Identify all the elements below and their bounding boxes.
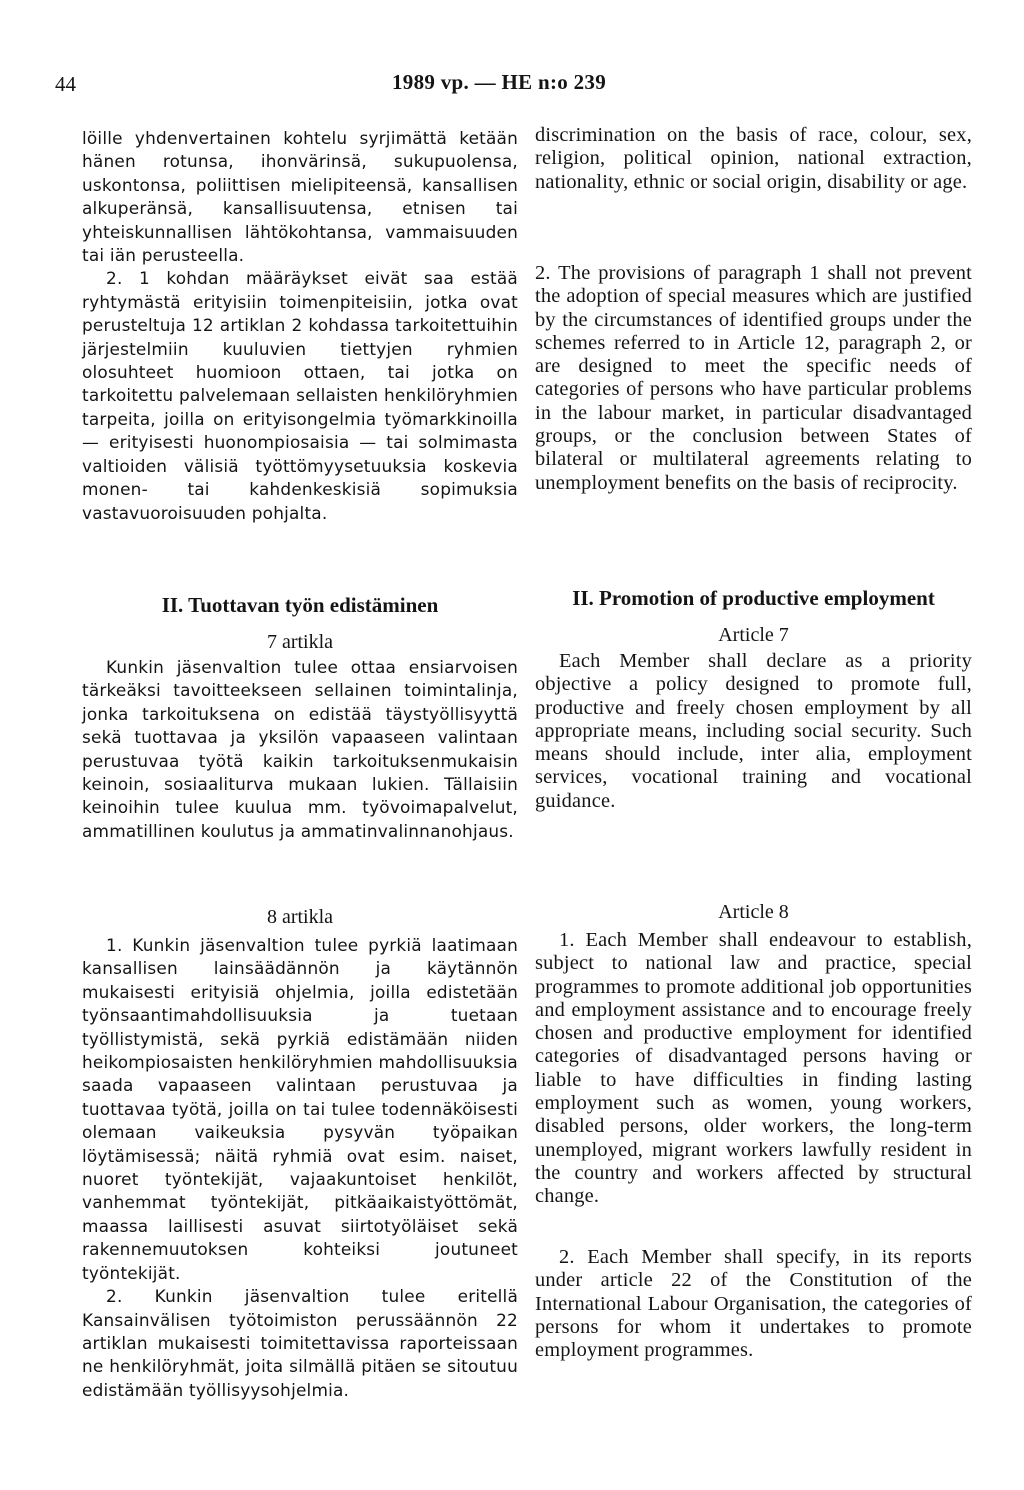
en-article-8-block [535,929,972,1209]
en-article-8-paragraph-2: 2. Each Member shall specify, in its reports under article 22 of the Constitution of the International Labour Organisation, the categories of persons for whom it undertakes to promote employment programmes. [535,1246,972,1362]
fi-article-8-paragraph-1: 1. Kunkin jäsenvaltion tulee pyrkiä laatimaan kansallisen lainsäädännön ja käytännön mukaisesti erityisiä ohjelmia, joilla edistetään työnsaantimahdollisuuksia ja tuetaan työllistymistä, sekä pyrkiä edistämään niiden heikompiosaisten henkilöryhmien mahdollisuuksia saada vapaaseen valintaan perustuvaa ja tuottavaa työtä, joilla on tai tulee todennäköisesti olemaan vaikeuksia pysyvän työpaikan löytämisessä; näitä ryhmiä ovat esim. naiset, nuoret työntekijät, vajaakuntoiset henkilöt, vanhemmat työntekijät, pitkäaikaistyöttömät, maassa laillisesti asuvat siirtotyöläiset sekä rakennemuutoksen kohteiksi joutuneet työntekijät. [82,935,518,1283]
fi-article-7-text: Kunkin jäsenvaltion tulee ottaa ensiarvoisen tärkeäksi tavoitteekseen sellainen toimintalinja, jonka tarkoituksena on edistää täystyöllisyyttä sekä tuottavaa ja yksilön vapaaseen valintaan perustuvaa työtä kaikin tarkoituksenmukaisin keinoin, sosiaaliturva mukaan lukien. Tällaisiin keinoihin tulee kuulua mm. työvoimapalvelut, ammatillinen koulutus ja ammatinvalinnanohjaus. [82,657,518,841]
en-article-7-block [535,650,972,813]
en-paragraph-2: 2. The provisions of paragraph 1 shall not prevent the adoption of special measures which are justified by the circumstances of identified groups under the schemes referred to in Article 12, paragraph 2, or are designed to meet the specific needs of categories of persons who have particular problems in the labour market, in particular disadvantaged groups, or the conclusion between States of bilateral or multilateral agreements relating to unemployment benefits on the basis of reciprocity. [535,262,972,494]
en-continuation-block [535,124,972,194]
en-article-8-block-2 [535,1246,972,1362]
fi-article-7-block [82,656,518,843]
page-number: 44 [55,72,76,96]
en-article-8-paragraph-1: 1. Each Member shall endeavour to establish, subject to national law and practice, special programmes to promote additional job opportunities and employment assistance and to encourage freely chosen and productive employment for identified categories of disadvantaged persons having or liable to have difficulties in finding lasting employment such as women, young workers, disabled persons, older workers, the long-term unemployed, migrant workers lawfully resident in the country and workers affected by structural change. [535,929,972,1208]
fi-paragraph-2: 2. 1 kohdan määräykset eivät saa estää ryhtymästä erityisiin toimenpiteisiin, jotka ovat perusteltuja 12 artiklan 2 kohdassa tarkoitettuihin järjestelmiin kuuluvien tiettyjen ryhmien olosuhteet huomioon ottaen, tai jotka on tarkoitettu palvelemaan sellaisten henkilöryhmien tarpeita, joilla on erityisongelmia työmarkkinoilla — erityisesti huonompiosaisia — tai solmimasta valtioiden välisiä työttömyysetuuksia koskevia monen- tai kahdenkeskisiä sopimuksia vastavuoroisuuden pohjalta. [82,268,518,523]
en-article-7-text: Each Member shall declare as a priority objective a policy designed to promote full, productive and freely chosen employment by all appropriate means, including social security. Such means should include, inter alia, employment services, vocational training and vocational guidance. [535,650,972,812]
en-article-7-title: Article 7 [718,624,789,646]
fi-continuation-block [82,127,518,525]
fi-continuation-paragraph: löille yhdenvertainen kohtelu syrjimättä ketään hänen rotunsa, ihonvärinsä, sukupuolensa, uskontonsa, poliittisen mielipiteensä, kansallisen alkuperänsä, kansallisuutensa, etnisen tai yhteiskunnallisen lähtökohtansa, vammaisuuden tai iän perusteella. [82,128,518,266]
en-article-8-title: Article 8 [718,901,789,923]
fi-article-7-title: 7 artikla [266,631,334,653]
fi-article-8-title: 8 artikla [266,906,334,928]
running-head: 1989 vp. — HE n:o 239 [392,70,606,94]
fi-section-heading: II. Tuottavan työn edistäminen [161,593,439,617]
fi-article-8-paragraph-2: 2. Kunkin jäsenvaltion tulee eritellä Kansainvälisen työtoimiston perussäännön 22 artiklan mukaisesti toimitettavissa raporteissaan ne henkilöryhmät, joita silmällä pitäen se sitoutuu edistämään työllisyysohjelmia. [82,1286,518,1400]
fi-article-8-block [82,934,518,1402]
en-continuation-paragraph: discrimination on the basis of race, colour, sex, religion, political opinion, national extraction, nationality, ethnic or social origin, disability or age. [535,124,972,193]
en-paragraph-2-block [535,262,972,495]
en-section-heading: II. Promotion of productive employment [572,586,935,610]
